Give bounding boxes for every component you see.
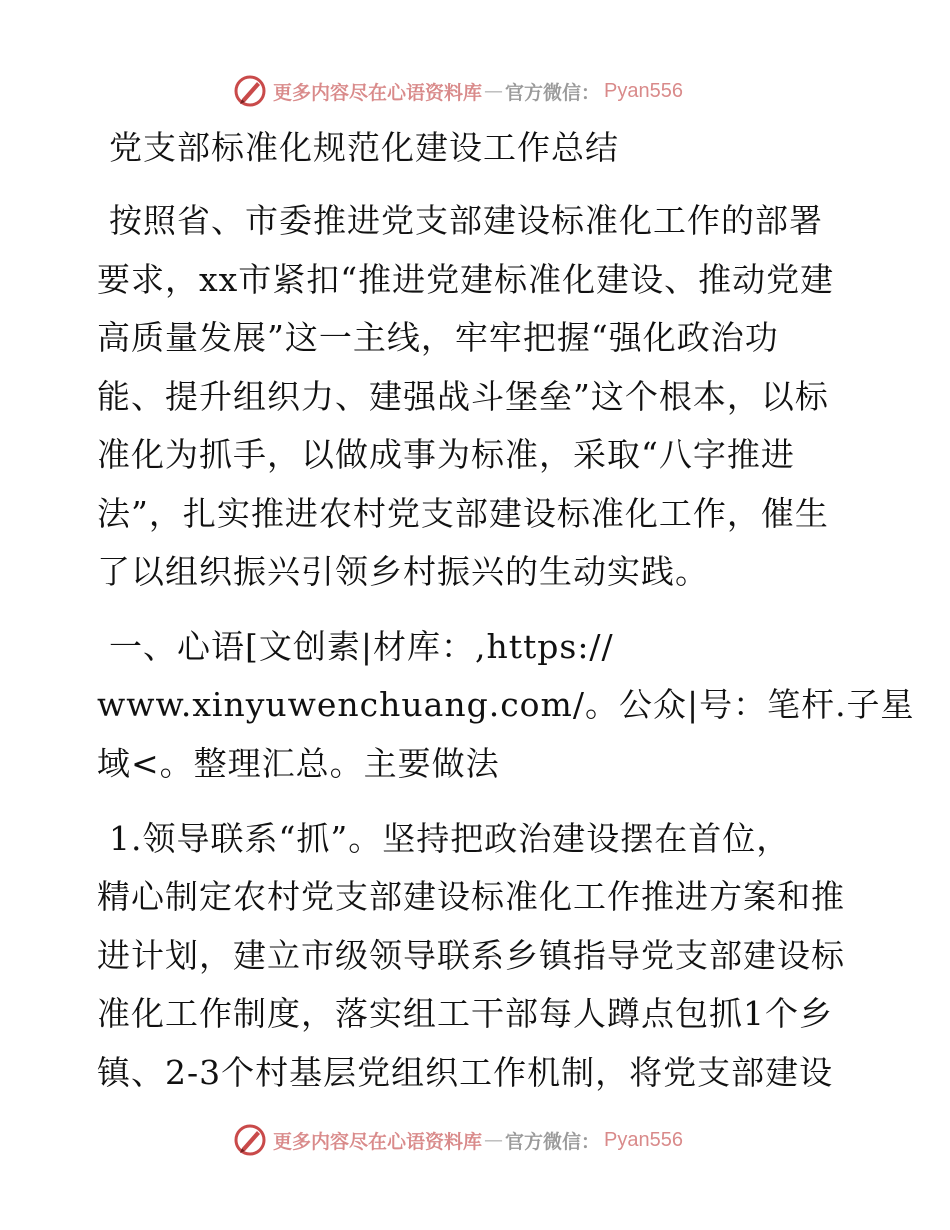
item1-line: 准化工作制度，落实组工干部每人蹲点包抓1个乡 [97, 994, 833, 1033]
pen-logo-icon [233, 74, 267, 108]
watermark-banner-bottom [233, 1120, 683, 1160]
pen-logo-icon [233, 1123, 267, 1157]
paragraph1-line: 要求，xx市紧扣“推进党建标准化建设、推动党建 [97, 260, 835, 299]
paragraph1-line: 了以组织振兴引领乡村振兴的生动实践。 [97, 552, 709, 591]
watermark-wechat-id: Pyan556 [604, 79, 683, 102]
watermark-wechat-id: Pyan556 [604, 1128, 683, 1151]
paragraph1-line: 法”，扎实推进农村党支部建设标准化工作，催生 [97, 494, 829, 533]
section1-heading-line: 域<。整理汇总。主要做法 [97, 744, 500, 783]
section1-heading-line: www.xinyuwenchuang.com/。公众|号：笔杆.子星 [97, 685, 915, 724]
item1-line: 1.领导联系“抓”。坚持把政治建设摆在首位， [109, 819, 791, 858]
document-title: 党支部标准化规范化建设工作总结 [109, 128, 619, 167]
watermark-wechat-label: 官方微信： [505, 81, 601, 104]
watermark-banner-top [233, 71, 683, 111]
watermark-separator: — [484, 80, 504, 102]
paragraph1-line: 能、提升组织力、建强战斗堡垒”这个根本，以标 [97, 377, 829, 416]
paragraph1-line: 按照省、市委推进党支部建设标准化工作的部署 [109, 201, 823, 240]
watermark-text: 更多内容尽在心语资料库 [273, 1130, 483, 1153]
watermark-separator: — [484, 1129, 504, 1151]
watermark-text: 更多内容尽在心语资料库 [273, 81, 483, 104]
item1-line: 镇、2-3个村基层党组织工作机制，将党支部建设 [97, 1053, 834, 1092]
item1-line: 进计划，建立市级领导联系乡镇指导党支部建设标 [97, 936, 845, 975]
item1-line: 精心制定农村党支部建设标准化工作推进方案和推 [97, 877, 845, 916]
section1-heading-line: 一、心语[文创素|材库：,https:// [109, 627, 614, 666]
paragraph1-line: 高质量发展”这一主线，牢牢把握“强化政治功 [97, 318, 779, 357]
paragraph1-line: 准化为抓手，以做成事为标准，采取“八字推进 [97, 435, 795, 474]
watermark-wechat-label: 官方微信： [505, 1130, 601, 1153]
